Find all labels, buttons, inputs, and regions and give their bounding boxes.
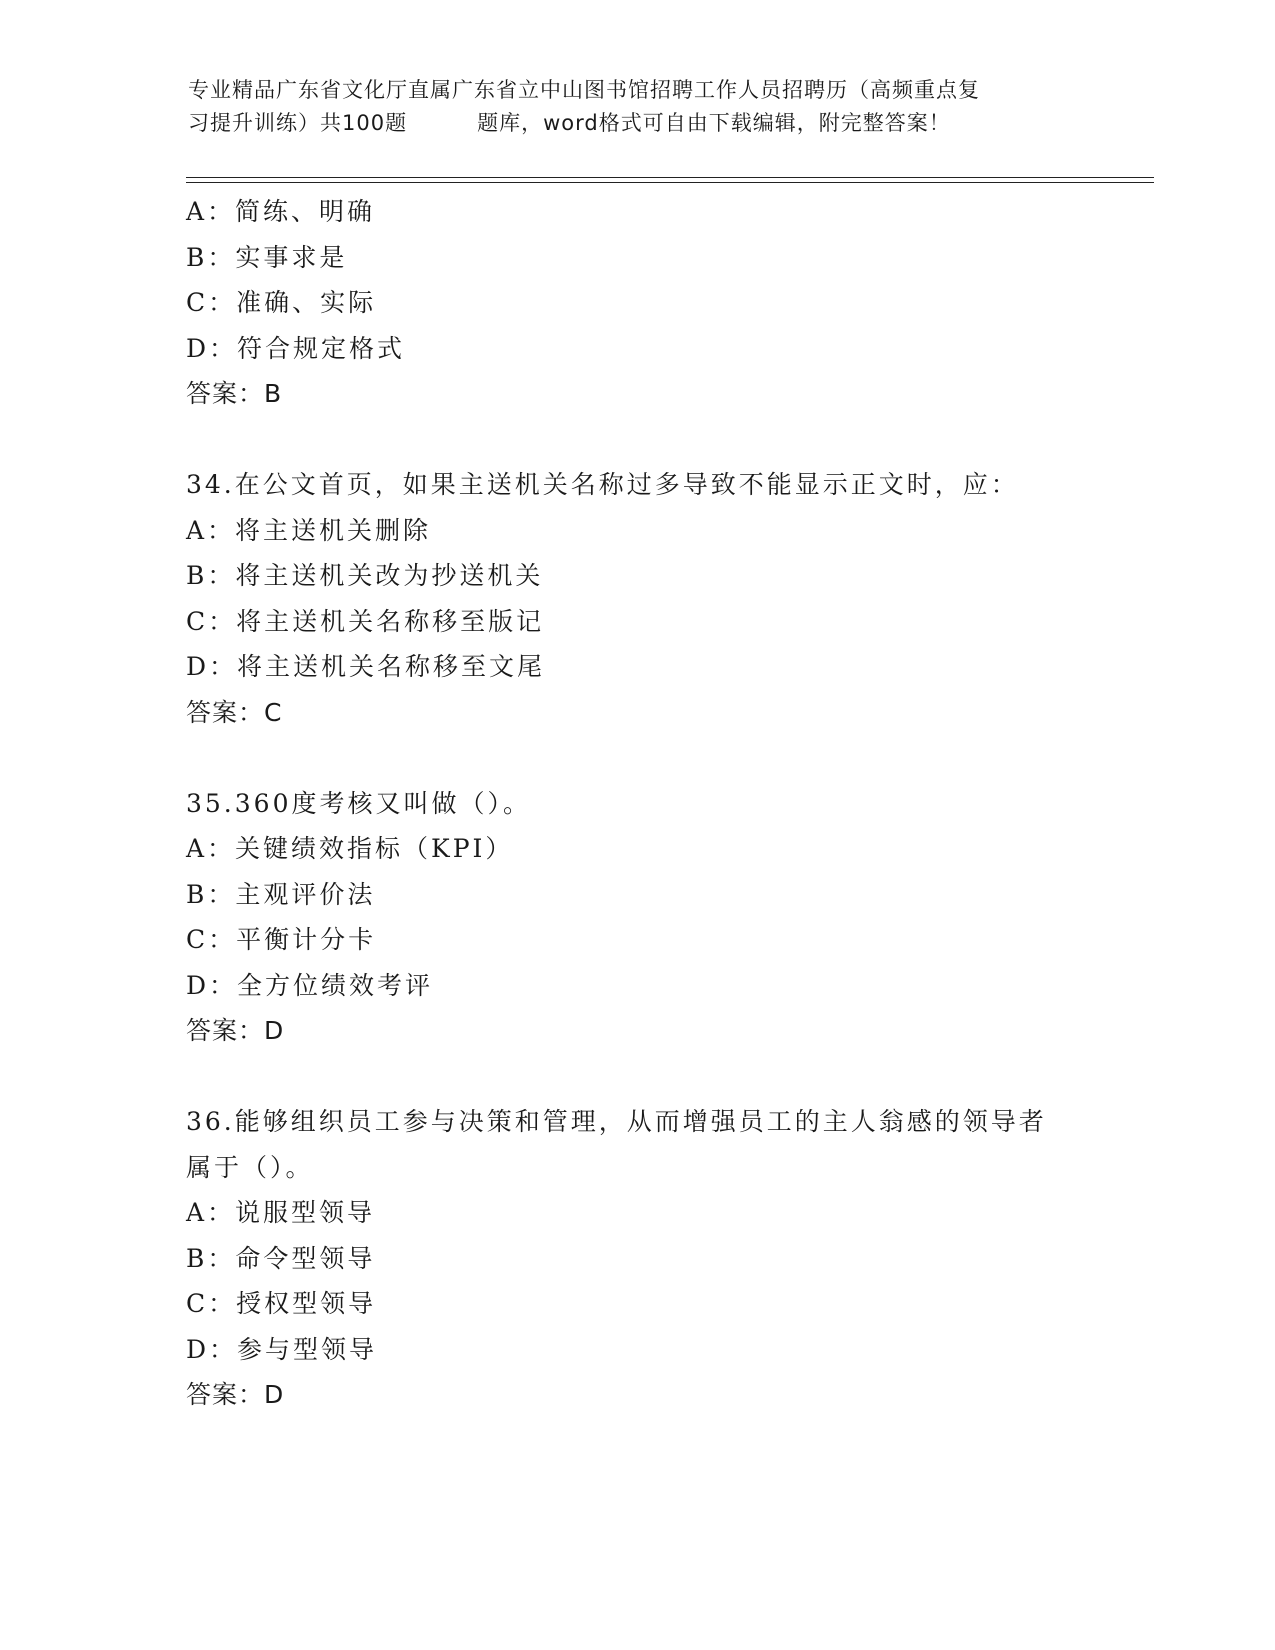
header-line-2-left: 习提升训练）共100题 xyxy=(188,111,408,135)
header-line-1: 专业精品广东省文化厅直属广东省立中山图书馆招聘工作人员招聘历（高频重点复 xyxy=(188,78,980,102)
question-stem-continued: 属于（）。 xyxy=(186,1152,314,1182)
option-d: D：将主送机关名称移至文尾 xyxy=(186,652,546,681)
option-a: A：将主送机关删除 xyxy=(186,515,432,545)
question-stem: 36.能够组织员工参与决策和管理，从而增强员工的主人翁感的领导者 xyxy=(186,1107,1047,1136)
question-block-prev xyxy=(186,189,1146,417)
option-a: A：说服型领导 xyxy=(186,1198,376,1227)
option-d: D：全方位绩效考评 xyxy=(186,970,434,1000)
answer-line: 答案：D xyxy=(186,1380,285,1409)
option-b: B：将主送机关改为抄送机关 xyxy=(186,561,544,590)
option-a: A：关键绩效指标（KPI） xyxy=(186,834,514,863)
question-block-35 xyxy=(186,781,1146,1054)
option-d: D：参与型领导 xyxy=(186,1334,378,1364)
question-block-34 xyxy=(186,462,1146,735)
header-divider-bottom xyxy=(186,182,1154,183)
header-line-2-right: 题库，word格式可自由下载编辑，附完整答案！ xyxy=(477,111,951,135)
option-c: C：授权型领导 xyxy=(186,1289,377,1318)
answer-line: 答案：D xyxy=(186,1016,285,1045)
option-a: A：简练、明确 xyxy=(186,197,376,226)
answer-line: 答案：C xyxy=(186,697,283,727)
question-block-36 xyxy=(186,1099,1146,1418)
option-b: B：命令型领导 xyxy=(186,1243,376,1273)
option-b: B：主观评价法 xyxy=(186,879,376,909)
page-header xyxy=(188,74,1088,140)
option-b: B：实事求是 xyxy=(186,242,348,272)
question-stem: 35.360度考核又叫做（）。 xyxy=(186,788,531,818)
option-d: D：符合规定格式 xyxy=(186,333,406,363)
option-c: C：将主送机关名称移至版记 xyxy=(186,606,545,636)
option-c: C：准确、实际 xyxy=(186,288,377,317)
header-line-2 xyxy=(188,107,1088,140)
header-divider-top xyxy=(186,177,1154,178)
question-stem: 34.在公文首页，如果主送机关名称过多导致不能显示正文时，应： xyxy=(186,470,1019,499)
question-list xyxy=(186,189,1146,1418)
answer-line: 答案：B xyxy=(186,379,283,408)
option-c: C：平衡计分卡 xyxy=(186,925,377,954)
